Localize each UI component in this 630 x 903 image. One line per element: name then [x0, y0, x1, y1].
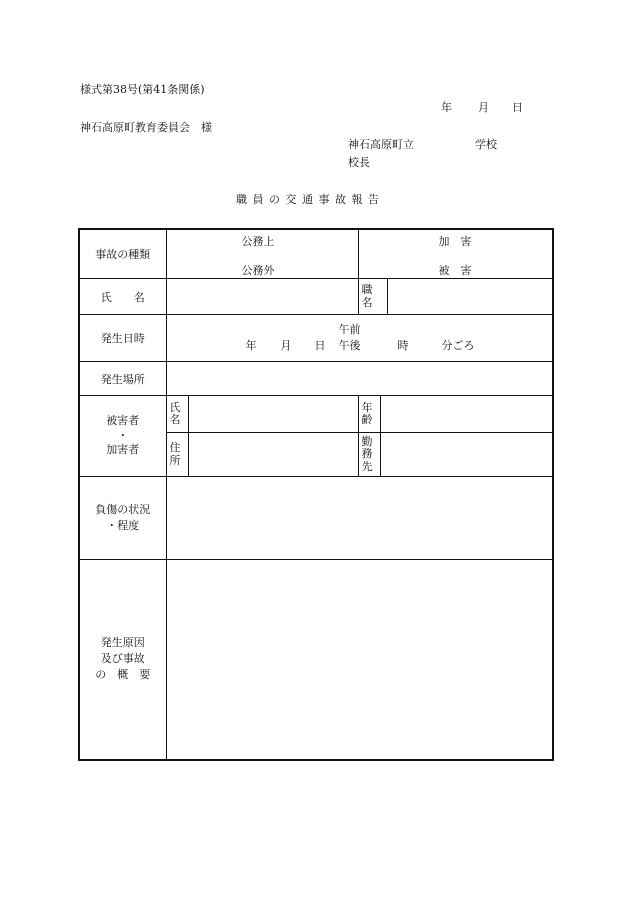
dt-minute-label: 分ごろ — [441, 339, 475, 352]
accident-report-form — [78, 228, 554, 761]
cause-label: 発生原因 及び事故 の 概 要 — [79, 560, 166, 760]
datetime-label: 発生日時 — [79, 315, 166, 362]
role-type-cell[interactable] — [358, 229, 553, 279]
duty-type-cell[interactable] — [166, 229, 358, 279]
principal-label: 校長 — [348, 156, 370, 169]
pm-option[interactable]: 午後 — [338, 339, 361, 352]
school-prefix: 神石高原町立 — [348, 138, 414, 151]
position-field[interactable] — [387, 279, 553, 315]
name-label: 氏 名 — [79, 279, 166, 315]
date-month-label: 月 — [478, 101, 489, 114]
accident-type-label: 事故の種類 — [79, 229, 166, 279]
party-label: 被害者 ・ 加害者 — [79, 396, 166, 477]
row-cause — [79, 560, 553, 760]
row-party-name — [79, 396, 553, 433]
dt-month-label: 月 — [280, 339, 292, 352]
date-day-label: 日 — [512, 101, 523, 114]
party-age-field[interactable] — [380, 396, 553, 433]
school-suffix: 学校 — [475, 138, 497, 151]
injury-field[interactable] — [166, 477, 553, 560]
official-duty-option[interactable]: 公務上 — [241, 235, 275, 248]
perpetrator-option[interactable]: 加 害 — [438, 235, 472, 248]
row-place — [79, 362, 553, 396]
party-workplace-label: 勤 務 先 — [358, 433, 380, 477]
party-name-label: 氏 名 — [166, 396, 188, 433]
party-workplace-field[interactable] — [380, 433, 553, 477]
row-name — [79, 279, 553, 315]
party-age-label: 年 齢 — [358, 396, 380, 433]
name-field[interactable] — [166, 279, 358, 315]
row-accident-type — [79, 229, 553, 279]
party-address-field[interactable] — [188, 433, 358, 477]
place-field[interactable] — [166, 362, 553, 396]
position-label: 職 名 — [358, 279, 387, 315]
addressee: 神石高原町教育委員会 様 — [80, 121, 212, 134]
victim-option[interactable]: 被 害 — [438, 264, 472, 277]
datetime-field[interactable] — [166, 315, 553, 362]
dt-hour-label: 時 — [397, 339, 409, 352]
party-address-label: 住 所 — [166, 433, 188, 477]
injury-label: 負傷の状況 ・程度 — [79, 477, 166, 560]
row-injury — [79, 477, 553, 560]
place-label: 発生場所 — [79, 362, 166, 396]
form-number: 様式第38号(第41条関係) — [80, 83, 205, 96]
cause-field[interactable] — [166, 560, 553, 760]
off-duty-option[interactable]: 公務外 — [241, 264, 275, 277]
dt-day-label: 日 — [314, 339, 326, 352]
date-year-label: 年 — [441, 101, 452, 114]
dt-year-label: 年 — [245, 339, 257, 352]
party-name-field[interactable] — [188, 396, 358, 433]
am-option[interactable]: 午前 — [338, 323, 361, 336]
document-title: 職 員 の 交 通 事 故 報 告 — [236, 193, 380, 206]
row-datetime — [79, 315, 553, 362]
